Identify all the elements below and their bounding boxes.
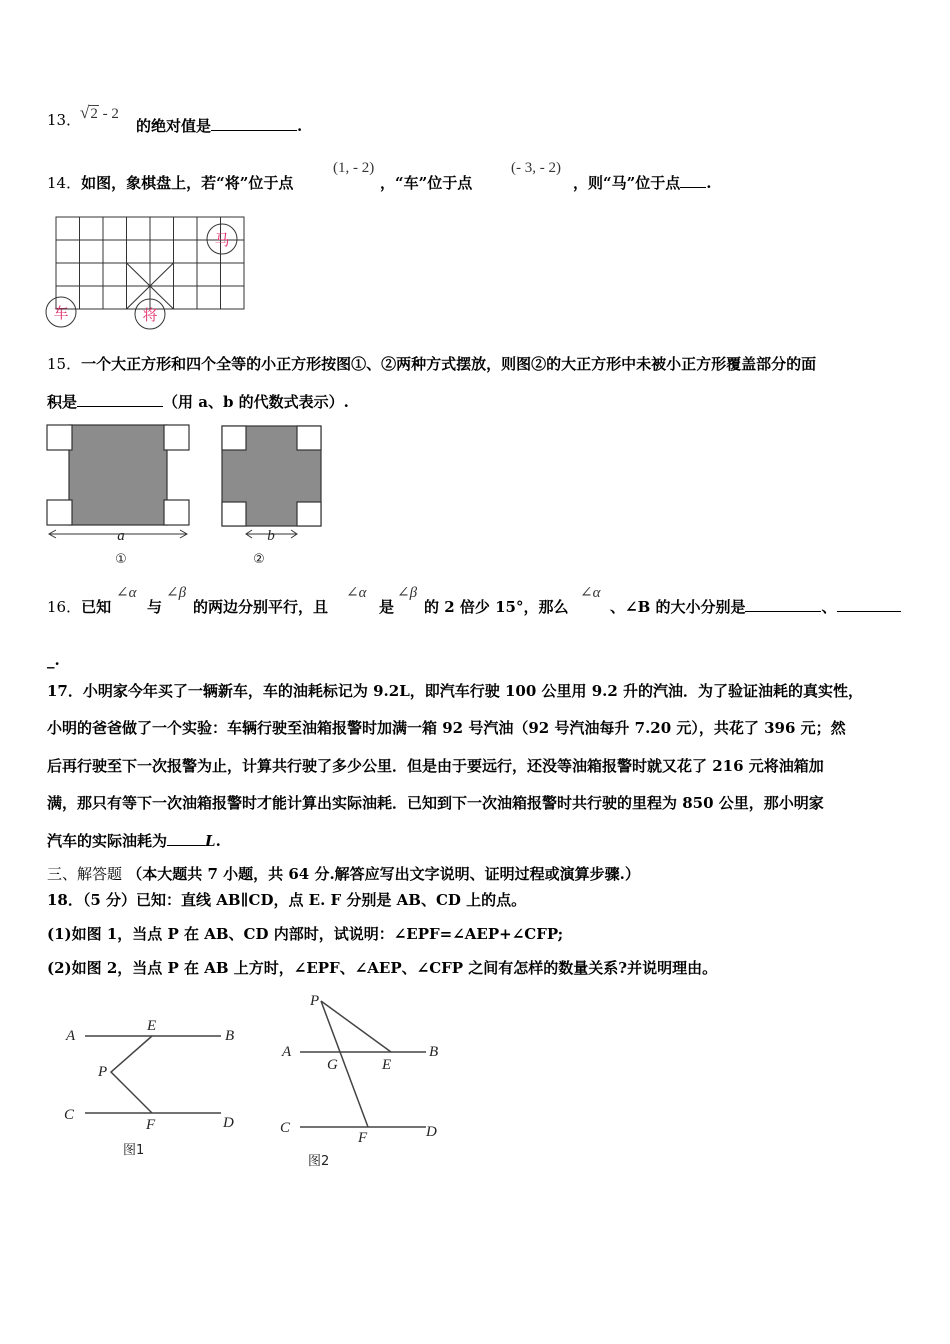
q16-number: 16．: [47, 598, 82, 616]
q15-text1: 一个大正方形和四个全等的小正方形按图①、②两种方式摆放，则图②的大正方形中未被小正方形覆盖部分的面: [81, 355, 817, 373]
q13-expression: [80, 103, 119, 123]
q13-answer-blank[interactable]: [211, 116, 297, 131]
q16-sep: 、: [821, 598, 837, 616]
q16-t1: 已知: [81, 598, 112, 616]
section3-header: [47, 864, 640, 884]
q13-radicand: 2: [90, 106, 98, 122]
q17-line4: 满，那只有等下一次油箱报警时才能计算出实际油耗．已知到下一次油箱报警时共行驶的里程为 850 公里，那小明家: [47, 794, 824, 812]
q13-number: 13．: [47, 111, 82, 129]
fig1-label-D: D: [223, 1115, 234, 1131]
q14-line: [47, 173, 293, 193]
q16-alpha-3: ∠α: [580, 585, 601, 601]
q14-end: .: [706, 174, 712, 192]
q14-number: 14．: [47, 174, 82, 192]
q17-end: .: [215, 832, 221, 850]
q16-wrap: _.: [47, 651, 60, 669]
q17-line5: [47, 831, 221, 851]
q16-tail: [610, 597, 901, 617]
q17-line2: 小明的爸爸做了一个实验：车辆行驶至油箱报警时加满一箱 92 号汽油（92 号汽油每升 7.20 元），共花了 396 元；然: [47, 719, 846, 737]
q18-figure-1: [58, 1010, 248, 1170]
q16-beta-2: ∠β: [397, 585, 418, 601]
q18-figure-2: [278, 988, 448, 1178]
fig2-label-A: A: [282, 1044, 292, 1060]
q18-line1: 18．（5 分）已知：直线 AB∥CD，点 E. F 分别是 AB、CD 上的点。: [47, 891, 527, 909]
q17-line3: 后再行驶至下一次报警为止，计算共行驶了多少公里．但是由于要远行，还没等油箱报警时就又花了 216 元将油箱加: [47, 757, 824, 775]
q16-t4: 是: [379, 598, 395, 616]
q14-text3: ，则“马”位于点: [573, 174, 681, 192]
q16-t5: 的 2 倍少 15°，那么: [424, 598, 569, 616]
q14-chessboard-figure: [40, 210, 250, 338]
q13-sqrt-sign: √: [80, 103, 90, 122]
q18-part1: (1)如图 1，当点 P 在 AB、CD 内部时，试说明：∠EPF=∠AEP+∠CFP;: [47, 925, 564, 943]
q16-answer-blank-1[interactable]: [745, 597, 821, 612]
q17-text5a: 汽车的实际油耗为: [47, 832, 168, 850]
fig2-label-G: G: [327, 1057, 338, 1073]
fig1-label-P: P: [98, 1064, 108, 1080]
q14-text2: ，“车”位于点: [380, 174, 473, 192]
q14-answer-blank[interactable]: [680, 173, 706, 188]
q16-t6: 、∠B 的大小分别是: [610, 598, 746, 616]
q13-minus-two: - 2: [98, 106, 119, 122]
fig2-label-C: C: [280, 1120, 291, 1136]
fig2-label-B: B: [429, 1044, 439, 1060]
fig1-label-A: A: [66, 1028, 76, 1044]
q16-answer-blank-2[interactable]: [837, 597, 901, 612]
fig1-label-F: F: [146, 1117, 156, 1133]
section3-title: 三、解答题: [47, 865, 123, 883]
fig2-label-E: E: [382, 1057, 392, 1073]
q15-fig1-var: a: [117, 528, 125, 544]
q14-coord-che: (- 3, - 2): [511, 160, 561, 176]
piece-che: 车: [53, 304, 69, 322]
q14-text1: 如图，象棋盘上，若“将”位于点: [81, 174, 294, 192]
fig1-label-B: B: [225, 1028, 235, 1044]
q15-figure-2: [218, 422, 328, 572]
q13-text: 的绝对值是: [136, 117, 212, 135]
q15-fig2-var: b: [267, 528, 275, 544]
q18-part2: (2)如图 2，当点 P 在 AB 上方时，∠EPF、∠AEP、∠CFP 之间有怎样的数量关系?并说明理由。: [47, 959, 718, 977]
q13: [47, 110, 81, 130]
fig2-label-P: P: [310, 993, 320, 1009]
q16-alpha-1: ∠α: [116, 585, 137, 601]
q15-text2a: 积是: [47, 393, 78, 411]
q15-answer-blank[interactable]: [77, 392, 163, 407]
q17-answer-blank[interactable]: [167, 831, 205, 846]
q17-unit: L: [205, 832, 216, 850]
q16-t2: 与: [147, 598, 163, 616]
q16-alpha-2: ∠α: [346, 585, 367, 601]
piece-ma: 马: [214, 231, 230, 249]
q15-figure-1: [44, 422, 194, 572]
q15-line2: [47, 392, 349, 412]
q15-fig1-caption: ①: [115, 552, 127, 567]
fig2-label-F: F: [358, 1130, 368, 1146]
fig1-label-E: E: [147, 1018, 157, 1034]
q15-line1: [47, 354, 816, 374]
q16-start: [47, 597, 111, 617]
section3-note: （本大题共 7 小题，共 64 分.解答应写出文字说明、证明过程或演算步骤.）: [127, 865, 640, 883]
fig2-label-D: D: [426, 1124, 437, 1140]
piece-jiang: 将: [142, 306, 158, 324]
q13-end: .: [297, 117, 303, 135]
fig2-caption: 图2: [308, 1154, 330, 1169]
q15-text2b: （用 a、b 的代数式表示）.: [163, 393, 349, 411]
q16-beta-1: ∠β: [166, 585, 187, 601]
q17-line1: 17．小明家今年买了一辆新车，车的油耗标记为 9.2L，即汽车行驶 100 公里用 9.2 升的汽油．为了验证油耗的真实性，: [47, 682, 864, 700]
q15-fig2-caption: ②: [253, 552, 265, 567]
q13-body: [136, 116, 302, 136]
q16-t3: 的两边分别平行，且: [193, 598, 329, 616]
q15-number: 15．: [47, 355, 82, 373]
fig1-caption: 图1: [123, 1143, 145, 1158]
fig1-label-C: C: [64, 1107, 75, 1123]
q14-tail: [573, 173, 712, 193]
q14-coord-jiang: (1, - 2): [333, 160, 375, 176]
